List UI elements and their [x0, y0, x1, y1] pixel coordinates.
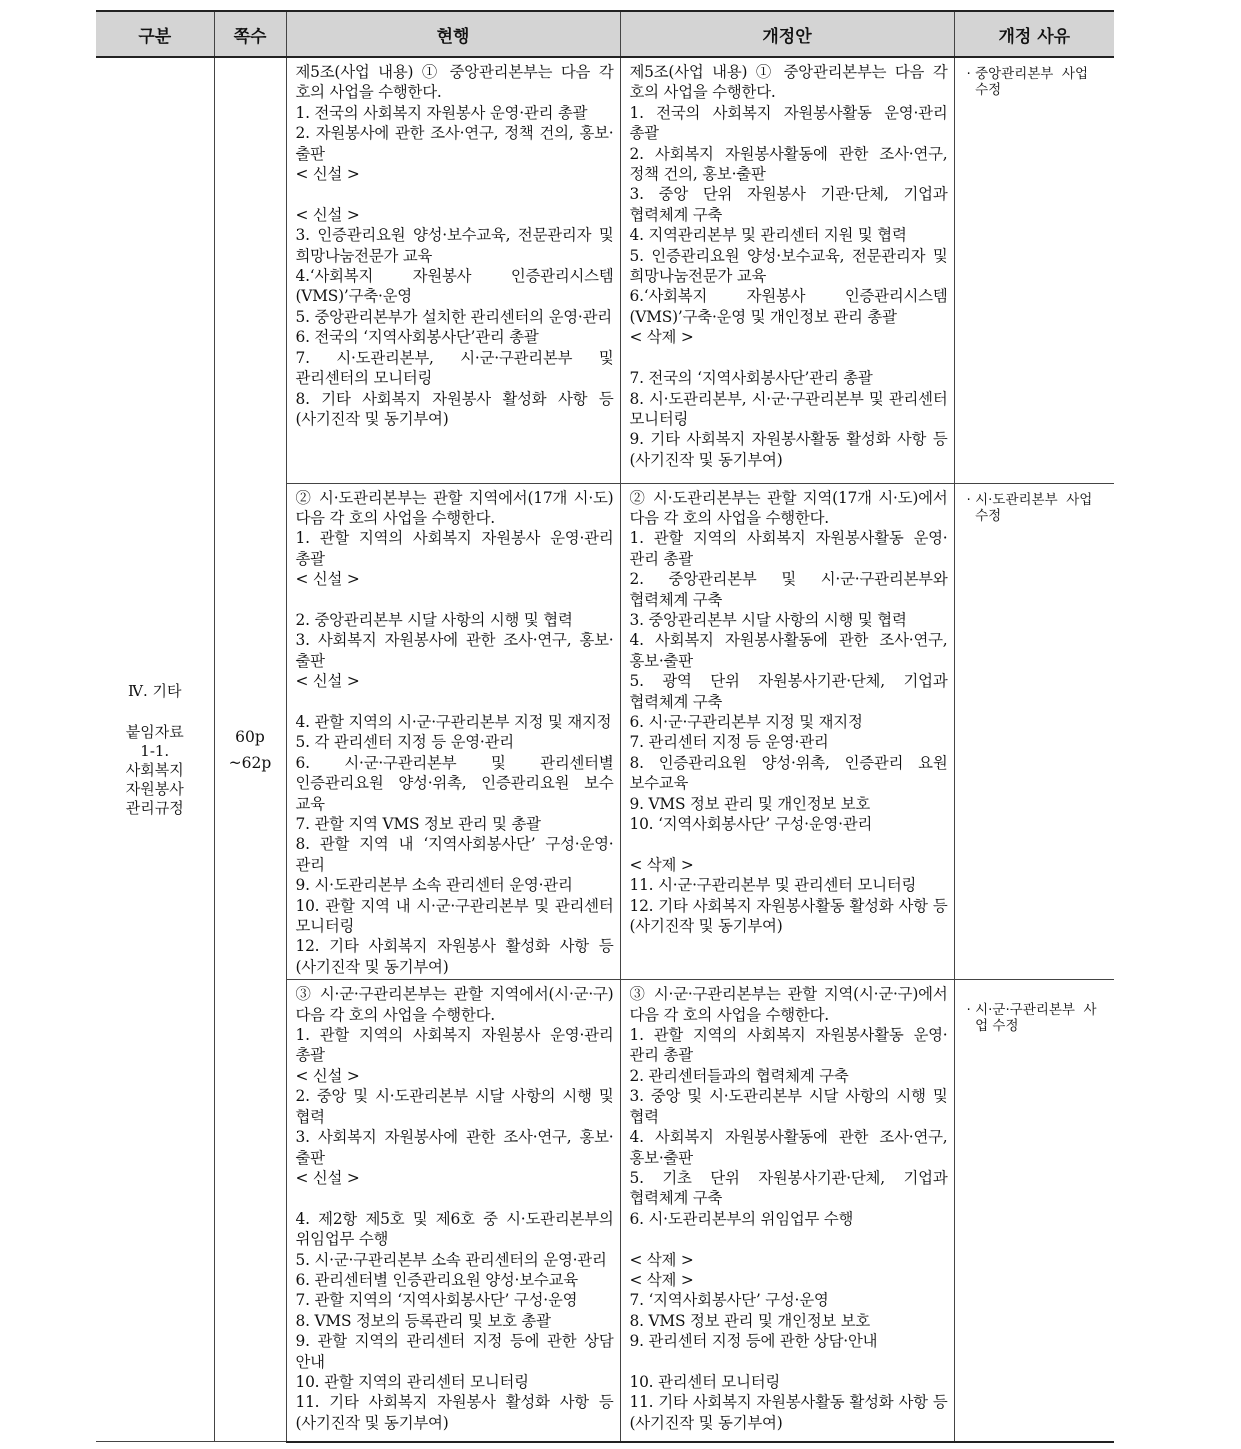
reason-text: · 시·도관리본부 사업 수정 — [966, 491, 1093, 524]
revised-text: ② 시·도관리본부는 관할 지역(17개 시·도)에서 다음 각 호의 사업을 수행한다. 1. 관할 지역의 사회복지 자원봉사활동 운영·관리 총괄 2. 중앙관리본부 및 시·군·구관리본부와 협력체계 구축 3. 중앙관리본부 시달 사항의 시행 및 협력 4. 사회복지 자원봉사활동에 관한 조사·연구, 홍보·출판 5. 광역 단위 자원봉사기관·단체, 기업과 협력체계 구축 6. 시·군·구관리본부 지정 및 재지정 7. 관리센터 지정 등 운영·관리 8. 인증관리요원 양성·위촉, 인증관리 요원 보수교육 9. VMS 정보 관리 및 개인정보 보호 10. ‘지역사회봉사단’ 구성·운영·관리 < 삭제 > 11. 시·군·구관리본부 및 관리센터 모니터링 12. 기타 사회복지 자원봉사활동 활성화 사항 등(사기진작 및 동기부여) — [629, 488, 948, 936]
page-cell — [214, 57, 286, 1442]
current-text: ③ 시·군·구관리본부는 관할 지역에서(시·군·구) 다음 각 호의 사업을 수행한다. 1. 관할 지역의 사회복지 자원봉사 운영·관리 총괄 < 신설 > 2. 중앙 및 시·도관리본부 시달 사항의 시행 및 협력 3. 사회복지 자원봉사에 관한 조사·연구, 홍보·출판 < 신설 > 4. 제2항 제5호 및 제6호 중 시·도관리본부의 위임업무 수행 5. 시·군·구관리본부 소속 관리센터의 운영·관리 6. 관리센터별 인증관리요원 양성·보수교육 7. 관할 지역의 ‘지역사회봉사단’ 구성·운영 8. VMS 정보의 등록관리 및 보호 총괄 9. 관할 지역의 관리센터 지정 등에 관한 상담 안내 10. 관할 지역의 관리센터 모니터링 11. 기타 사회복지 자원봉사 활성화 사항 등(사기진작 및 동기부여) — [295, 985, 614, 1432]
reason-text: · 중앙관리본부 사업 수정 — [966, 66, 1088, 98]
header-current: 현행 — [286, 11, 620, 57]
amendment-comparison-table — [96, 10, 1114, 1443]
page-range: 60p ~62p — [228, 727, 272, 772]
header-page: 쪽수 — [214, 11, 286, 57]
table-row — [96, 57, 1114, 483]
current-text-cell — [286, 483, 620, 980]
category-cell — [96, 57, 214, 1442]
table-header-row — [96, 11, 1114, 57]
current-text-cell — [286, 980, 620, 1442]
current-text: ② 시·도관리본부는 관할 지역에서(17개 시·도) 다음 각 호의 사업을 수행한다. 1. 관할 지역의 사회복지 자원봉사 운영·관리 총괄 < 신설 > 2. 중앙관리본부 시달 사항의 시행 및 협력 3. 사회복지 자원봉사에 관한 조사·연구, 홍보·출판 < 신설 > 4. 관할 지역의 시·군·구관리본부 지정 및 재지정 5. 각 관리센터 지정 등 운영·관리 6. 시·군·구관리본부 및 관리센터별 인증관리요원 양성·위촉, 인증관리요원 보수 교육 7. 관할 지역 VMS 정보 관리 및 총괄 8. 관할 지역 내 ‘지역사회봉사단’ 구성·운영·관리 9. 시·도관리본부 소속 관리센터 운영·관리 10. 관할 지역 내 시·군·구관리본부 및 관리센터 모니터링 12. 기타 사회복지 자원봉사 활성화 사항 등(사기진작 및 동기부여) — [295, 488, 614, 976]
revised-text: 제5조(사업 내용) ① 중앙관리본부는 다음 각 호의 사업을 수행한다. 1. 전국의 사회복지 자원봉사활동 운영·관리 총괄 2. 사회복지 자원봉사활동에 관한 조사·연구, 정책 건의, 홍보·출판 3. 중앙 단위 자원봉사 기관·단체, 기업과 협력체계 구축 4. 지역관리본부 및 관리센터 지원 및 협력 5. 인증관리요원 양성·보수교육, 전문관리자 및 희망나눔전문가 교육 6.‘사회복지 자원봉사 인증관리시스템(VMS)’구축·운영 및 개인정보 관리 총괄 < 삭제 > 7. 전국의 ‘지역사회봉사단’관리 총괄 8. 시·도관리본부, 시·군·구관리본부 및 관리센터 모니터링 9. 기타 사회복지 자원봉사활동 활성화 사항 등(사기진작 및 동기부여) — [629, 63, 948, 469]
reason-cell — [954, 57, 1114, 483]
revised-text: ③ 시·군·구관리본부는 관할 지역(시·군·구)에서 다음 각 호의 사업을 수행한다. 1. 관할 지역의 사회복지 자원봉사활동 운영·관리 총괄 2. 관리센터들과의 협력체계 구축 3. 중앙 및 시·도관리본부 시달 사항의 시행 및 협력 4. 사회복지 자원봉사활동에 관한 조사·연구, 홍보·출판 5. 기초 단위 자원봉사기관·단체, 기업과 협력체계 구축 6. 시·도관리본부의 위임업무 수행 < 삭제 > < 삭제 > 7. ‘지역사회봉사단’ 구성·운영 8. VMS 정보 관리 및 개인정보 보호 9. 관리센터 지정 등에 관한 상담·안내 10. 관리센터 모니터링 11. 기타 사회복지 자원봉사활동 활성화 사항 등(사기진작 및 동기부여) — [629, 985, 948, 1432]
revised-text-cell — [620, 980, 954, 1442]
current-text-cell — [286, 57, 620, 483]
header-revised: 개정안 — [620, 11, 954, 57]
current-text: 제5조(사업 내용) ① 중앙관리본부는 다음 각 호의 사업을 수행한다. 1. 전국의 사회복지 자원봉사 운영·관리 총괄 2. 자원봉사에 관한 조사·연구, 정책 건의, 홍보·출판 < 신설 > < 신설 > 3. 인증관리요원 양성·보수교육, 전문관리자 및 희망나눔전문가 교육 4.‘사회복지 자원봉사 인증관리시스템(VMS)’구축·운영 5. 중앙관리본부가 설치한 관리센터의 운영·관리 6. 전국의 ‘지역사회봉사단’관리 총괄 7. 시·도관리본부, 시·군·구관리본부 및 관리센터의 모니터링 8. 기타 사회복지 자원봉사 활성화 사항 등(사기진작 및 동기부여) — [295, 63, 614, 428]
header-category: 구분 — [96, 11, 214, 57]
header-reason: 개정 사유 — [954, 11, 1114, 57]
reason-text: · 시·군·구관리본부 사 업 수정 — [966, 1002, 1097, 1035]
reason-cell — [954, 980, 1114, 1442]
category-attachment: 붙임자료 1-1. 사회복지 자원봉사 관리규정 — [125, 722, 184, 817]
category-section: Ⅳ. 기타 — [127, 681, 182, 700]
revised-text-cell — [620, 57, 954, 483]
revised-text-cell — [620, 483, 954, 980]
reason-cell — [954, 483, 1114, 980]
